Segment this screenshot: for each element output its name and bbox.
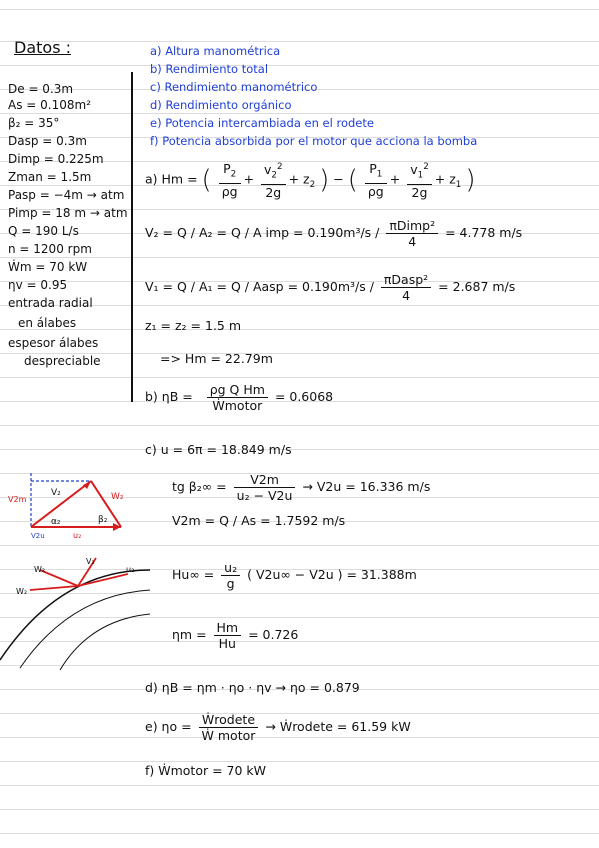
c-tg-den: u₂ − V2u — [236, 488, 293, 503]
given-item: n = 1200 rpm — [8, 242, 92, 256]
z-equation: z₁ = z₂ = 1.5 m — [145, 318, 242, 333]
b-result: = 0.6068 — [274, 389, 334, 404]
velocity-triangle-diagram — [3, 465, 138, 540]
given-item: Q = 190 L/s — [8, 224, 79, 238]
hm-equation: a) Hm = ( $\frac{P_2}{\rho g}$ + $\frac{v_2^2}{2g}$ + $z_2$ ) − ( $\frac{P_1}{\rho g}$ + $\frac{v_1^2}{2g}$ + $z_1$ ) — [145, 161, 476, 200]
c-tg-result: → V2u = 16.336 m/s — [302, 479, 431, 494]
c-eta-num: Hm — [214, 620, 242, 636]
separator-line — [131, 72, 133, 402]
c-eta-den: Hu — [218, 636, 236, 651]
c-u-line: c) u = 6π = 18.849 m/s — [145, 442, 292, 457]
given-item: entrada radial — [8, 296, 93, 310]
task-item: e) Potencia intercambiada en el rodete — [150, 116, 374, 130]
e-line — [145, 712, 411, 743]
b-num: ρg Q Hm — [207, 382, 268, 398]
e-den: Ẇ motor — [201, 728, 256, 743]
given-item: Ẇm = 70 kW — [8, 260, 88, 274]
d-line: d) ηB = ηm · ηo · ηv → ηo = 0.879 — [145, 680, 360, 695]
given-item: espesor álabes — [8, 336, 99, 350]
hm-lhs: Hm = — [161, 171, 198, 187]
task-item: b) Rendimiento total — [150, 62, 269, 76]
given-item: De = 0.3m — [8, 82, 74, 96]
label-w2-b: W₂ — [34, 565, 46, 574]
label-v2u: V2u — [31, 532, 45, 540]
label-beta2: β₂ — [98, 515, 108, 525]
label-w2-c: W₂ — [16, 587, 28, 596]
e-lhs: e) ηo = — [145, 719, 192, 734]
label-w2: W₂ — [111, 492, 124, 502]
c-v2m-line: V2m = Q / As = 1.7592 m/s — [172, 513, 346, 528]
given-item: en álabes — [18, 316, 77, 330]
v1-equation — [145, 272, 515, 303]
given-item: despreciable — [24, 354, 101, 368]
label-v2m: V2m — [8, 495, 27, 504]
w2-vector — [40, 570, 78, 586]
task-item: d) Rendimiento orgánico — [150, 98, 292, 112]
given-item: ηv = 0.95 — [8, 278, 68, 292]
label-v2: V₂ — [51, 488, 61, 498]
part-a-label: a) — [145, 171, 158, 187]
given-item: β₂ = 35° — [8, 116, 60, 130]
given-item: Pimp = 18 m → atm — [8, 206, 128, 220]
c-tg-line — [172, 472, 430, 503]
v1-frac-den: 4 — [402, 288, 411, 303]
c-hu-line — [172, 560, 417, 591]
task-item: f) Potencia absorbida por el motor que acciona la bomba — [150, 134, 478, 148]
task-item: c) Rendimiento manométrico — [150, 80, 318, 94]
c-hu-den: g — [226, 576, 235, 591]
c-hu-lhs: Hu∞ = — [172, 567, 215, 582]
c-hu-rest: ( V2u∞ − V2u ) = 31.388m — [247, 567, 417, 582]
impeller-sketch — [0, 550, 150, 670]
label-alpha2: α₂ — [51, 517, 61, 527]
hm-result: => Hm = 22.79m — [160, 351, 273, 366]
v2-lhs: V₂ = Q / A₂ = Q / A imp = 0.190m³/s / — [145, 225, 380, 240]
given-item: Pasp = −4m → atm — [8, 188, 125, 202]
c-eta-lhs: ηm = — [172, 627, 207, 642]
v2-frac-den: 4 — [408, 234, 417, 249]
c-tg-num: V2m — [234, 472, 296, 488]
v1-frac-num: πDasp² — [381, 272, 431, 288]
c-hu-num: u₂ — [221, 560, 240, 576]
f-line: f) Ẇmotor = 70 kW — [145, 763, 267, 778]
task-item: a) Altura manométrica — [150, 44, 281, 58]
label-u2-b: u₂ — [126, 565, 135, 574]
part-b — [145, 382, 333, 413]
v2-equation — [145, 218, 522, 249]
w2-vector-b — [30, 586, 78, 590]
c-tg-lhs: tg β₂∞ = — [172, 479, 227, 494]
v1-result: = 2.687 m/s — [438, 279, 516, 294]
c-eta-result: = 0.726 — [248, 627, 299, 642]
c-eta-line — [172, 620, 298, 651]
label-u2: u₂ — [73, 531, 82, 540]
v2-result: = 4.778 m/s — [445, 225, 523, 240]
given-item: Dimp = 0.225m — [8, 152, 104, 166]
label-v2-b: V₂ — [86, 557, 95, 566]
v2-frac-num: πDimp² — [386, 218, 438, 234]
v2-arrow — [31, 481, 91, 527]
given-item: As = 0.108m² — [8, 98, 91, 112]
given-item: Zman = 1.5m — [8, 170, 92, 184]
given-item: Dasp = 0.3m — [8, 134, 87, 148]
e-num: Ẇrodete — [199, 712, 259, 728]
b-den: Ẇmotor — [212, 398, 263, 413]
e-result: → Ẇrodete = 61.59 kW — [265, 719, 411, 734]
page-title: Datos : — [14, 38, 71, 57]
b-lhs: b) ηB = — [145, 389, 193, 404]
v1-lhs: V₁ = Q / A₁ = Q / Aasp = 0.190m³/s / — [145, 279, 374, 294]
